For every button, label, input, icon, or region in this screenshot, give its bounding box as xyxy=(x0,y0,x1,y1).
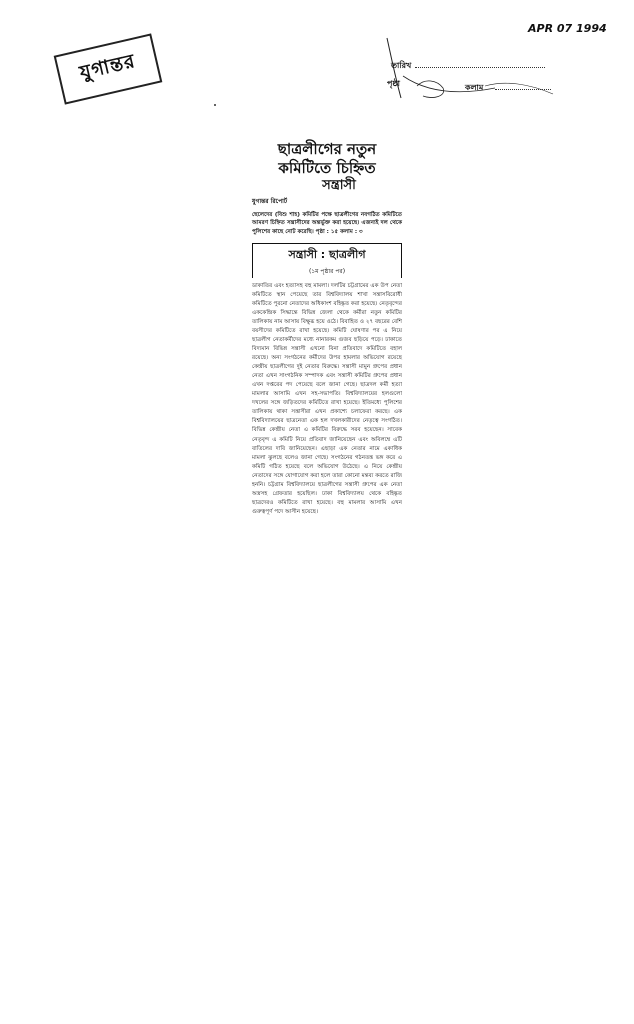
article-body-text: ডাকাতির এবং হত্যাসহ বহু মামলা। দলটির চট্টগ্রামের এক উপ নেতা কমিটিতে স্থান পেয়েছে তার বিশ্ববিদ্যালয় শাখা সন্ত্রাসবিরোধী কমিটিতে পুরনো নেতাদের অধিকাংশ বহিষ্কৃত করা হয়েছে। নেতৃবৃন্দের এককেন্দ্রিক সিদ্ধান্তে বিভিন্ন জেলা থেকে কর্মীরা নতুন কমিটির তালিকায় নাম আসায় বিক্ষুব্ধ হয়ে ওঠে। বিবাহিত ও ২৭ বছরের বেশি বয়সীদের কমিটিতে রাখা হয়েছে। কমিটি ঘোষণার পর এ নিয়ে ছাত্রলীগ নেতাকর্মীদের মধ্যে নানারকম গুজব ছড়িয়ে পড়ে। ঢাকাতে বিদ্যমান বিভিন্ন সন্ত্রাসী এখনো বিনা প্রতিবাদে কমিটিতে বহাল রয়েছে। অন্য সংগঠনের কর্মীদের উপর হামলার অভিযোগ রয়েছে কেন্দ্রীয় ছাত্রলীগের দুই নেতার বিরুদ্ধে। সন্ত্রাসী মামুন গ্রুপের প্রধান নেতা এখন সাংগঠনিক সম্পাদক এবং সন্ত্রাসী কমিটির গ্রুপের প্রধান এখন দপ্তরের পদ পেয়েছে বলে জানা গেছে। ছাত্রদল কর্মী হত্যা মামলার আসামি এখন সহ-সভাপতি। বিশ্ববিদ্যালয়ের হলগুলো দখলের সঙ্গে জড়িতদের কমিটিতে রাখা হয়েছে। ইতিমধ্যে পুলিশের তালিকায় থাকা সন্ত্রাসীরা এখন প্রকাশ্যে চলাফেরা করছে। এক বিশ্ববিদ্যালয়ের ছাত্রনেতা এক হল দখলকারীদের নেতৃত্বে সংগঠিত। বিভিন্ন কেন্দ্রীয় নেতা এ কমিটির বিরুদ্ধে সরব হয়েছেন। সাবেক নেতৃবৃন্দ এ কমিটি নিয়ে প্রতিবাদ জানিয়েছেন এবং অবিলম্বে এটি বাতিলের দাবি জানিয়েছেন। এছাড়া এক নেতার নামে একাধিক মামলা ঝুলছে বলেও জানা গেছে। সংগঠনের গঠনতন্ত্র ভঙ্গ করে এ কমিটি গঠিত হয়েছে বলে অভিযোগ উঠেছে। এ নিয়ে কেন্দ্রীয় নেতাদের সঙ্গে যোগাযোগ করা হলে তারা কোনো মন্তব্য করতে রাজি হননি। চট্টগ্রাম বিশ্ববিদ্যালয়ে ছাত্রলীগের সন্ত্রাসী গ্রুপের এক নেতা অস্ত্রসহ গ্রেফতার হয়েছিল। ঢাকা বিশ্ববিদ্যালয় থেকে বহিষ্কৃত ছাত্রদেরও কমিটিতে রাখা হয়েছে। বহু মামলার আসামি এখন গুরুত্বপূর্ণ পদে আসীন হয়েছে। xyxy=(252,282,402,515)
speck xyxy=(214,104,216,106)
slip-column-label: কলাম xyxy=(465,83,484,92)
slip-page-label: পৃষ্ঠা xyxy=(387,79,400,88)
continuation-subtitle: (১ম পৃষ্ঠার পর) xyxy=(308,267,346,275)
continuation-title: সন্ত্রাসী : ছাত্রলীগ xyxy=(288,247,366,261)
article-body xyxy=(252,282,402,517)
slip-date-line xyxy=(415,67,545,68)
newspaper-name-stamp: যুগান্তর xyxy=(54,33,163,104)
slip-date-label: তারিখ xyxy=(391,61,412,70)
headline-line-2: কমিটিতে চিহ্নিত xyxy=(278,158,376,177)
lead-paragraph: ছেলেদের (বিশু শাহ) কমিটির পক্ষে ছাত্রলীগের নবগঠিত কমিটিতে আমরণ চিহ্নিত সন্ত্রাসীদের অন্তর্ভুক্ত করা হয়েছে। এজন্যই দল থেকে পুলিশের কাছে নোট করেছি। পৃষ্ঠা : ১৫ কলাম : ৩ xyxy=(252,211,402,236)
headline-line-1: ছাত্রলীগের নতুন xyxy=(277,140,377,158)
clipping-info-slip xyxy=(385,36,555,108)
byline: যুগান্তর রিপোর্ট xyxy=(252,197,288,205)
date-stamp: APR 07 1994 xyxy=(528,22,607,35)
slip-column-line xyxy=(495,89,551,90)
continuation-box xyxy=(252,243,402,278)
headline-line-3: সন্ত্রাসী xyxy=(322,177,356,193)
news-clipping xyxy=(252,140,402,517)
